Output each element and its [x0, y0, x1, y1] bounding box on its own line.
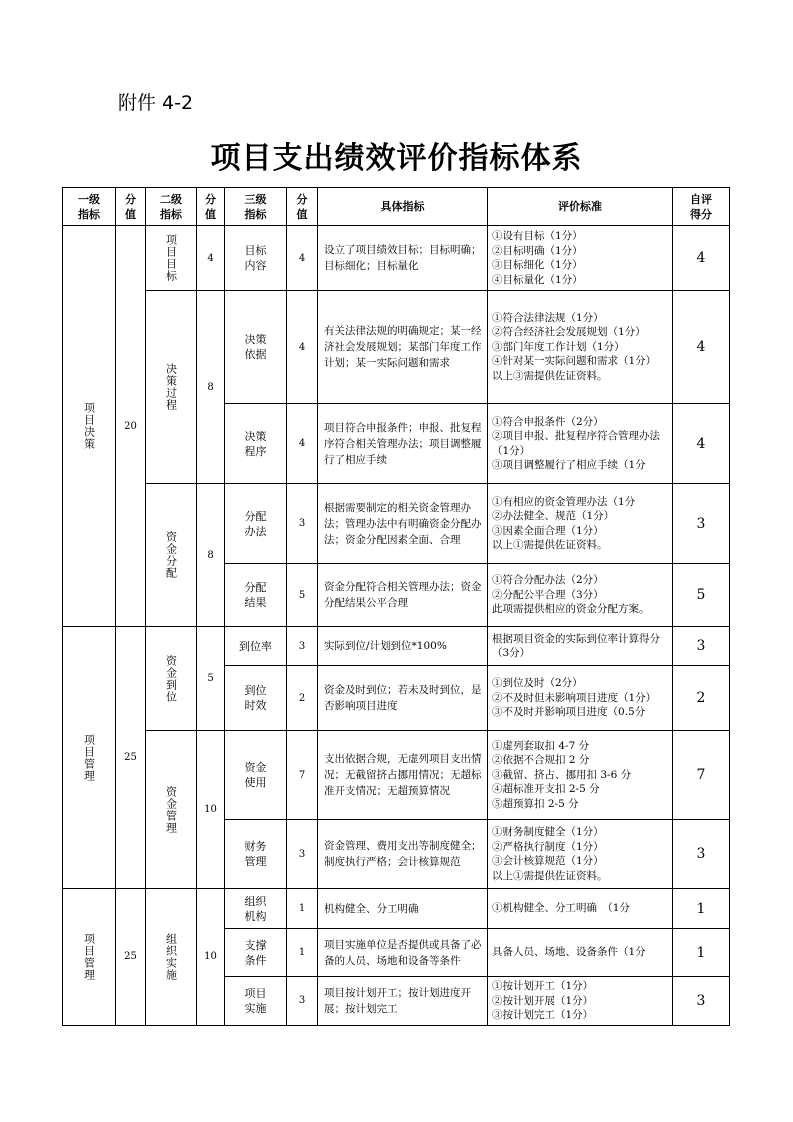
table-row [63, 889, 730, 929]
l1-cell: 项目管理 [63, 889, 116, 1026]
l3-cell: 项目 实施 [225, 977, 287, 1026]
l3-score-cell: 1 [287, 889, 318, 929]
standard-cell: 具备人员、场地、设备条件（1分 [488, 929, 673, 977]
standard-cell: 根据项目资金的实际到位率计算得分（3分） [488, 627, 673, 666]
indicator-cell: 有关法律法规的明确规定；某一经济社会发展规划；某部门年度工作计划；某一实际问题和需求 [318, 291, 488, 404]
header-l2: 二级 指标 [146, 188, 197, 226]
l2-cell: 资金到位 [146, 627, 197, 731]
table-row [63, 226, 730, 291]
table-row [63, 484, 730, 564]
standard-cell: ①设有目标（1分） ②目标明确（1分） ③目标细化（1分） ④目标量化（1分） [488, 226, 673, 291]
header-l3-score: 分 值 [287, 188, 318, 226]
annex-label: 附件 4-2 [118, 92, 194, 114]
l2-score-cell: 8 [197, 484, 225, 627]
l2-score-cell: 10 [197, 731, 225, 889]
l3-score-cell: 3 [287, 484, 318, 564]
l3-cell: 分配 结果 [225, 564, 287, 627]
l3-cell: 分配 办法 [225, 484, 287, 564]
standard-cell: ①机构健全、分工明确 （1分 [488, 889, 673, 929]
l2-cell: 项目目标 [146, 226, 197, 291]
indicator-cell: 支出依据合规，无虚列项目支出情况；无截留挤占挪用情况；无超标准开支情况；无超预算情况 [318, 731, 488, 820]
l3-score-cell: 7 [287, 731, 318, 820]
standard-cell: ①财务制度健全（1分） ②严格执行制度（1分） ③会计核算规范（1分） 以上①需提供佐证资料。 [488, 820, 673, 889]
header-indicator: 具体指标 [318, 188, 488, 226]
l2-cell: 组织实施 [146, 889, 197, 1026]
l3-score-cell: 1 [287, 929, 318, 977]
standard-cell: ①有相应的资金管理办法（1分 ②办法健全、规范（1分） ③因素全面合理（1分） 以上①需提供佐证资料。 [488, 484, 673, 564]
header-self-score: 自评 得分 [673, 188, 730, 226]
l3-score-cell: 3 [287, 820, 318, 889]
l2-cell: 决策过程 [146, 291, 197, 484]
self-score-cell: 4 [673, 226, 730, 291]
table-row [63, 731, 730, 820]
indicator-cell: 项目按计划开工；按计划进度开展；按计划完工 [318, 977, 488, 1026]
l3-cell: 资金 使用 [225, 731, 287, 820]
l3-score-cell: 3 [287, 627, 318, 666]
l2-score-cell: 5 [197, 627, 225, 731]
l3-score-cell: 4 [287, 291, 318, 404]
l1-score-cell: 20 [116, 226, 146, 627]
self-score-cell: 5 [673, 564, 730, 627]
self-score-cell: 3 [673, 484, 730, 564]
l2-score-cell: 8 [197, 291, 225, 484]
standard-cell: ①虚列套取扣 4-7 分 ②依据不合规扣 2 分 ③截留、挤占、挪用扣 3-6 分 ④超标准开支扣 2-5 分 ⑤超预算扣 2-5 分 [488, 731, 673, 820]
self-score-cell: 4 [673, 404, 730, 484]
self-score-cell: 4 [673, 291, 730, 404]
self-score-cell: 1 [673, 889, 730, 929]
indicator-cell: 资金管理、费用支出等制度健全；制度执行严格；会计核算规范 [318, 820, 488, 889]
table-row [63, 627, 730, 666]
l2-score-cell: 10 [197, 889, 225, 1026]
l3-score-cell: 5 [287, 564, 318, 627]
header-l3: 三级 指标 [225, 188, 287, 226]
l2-cell: 资金管理 [146, 731, 197, 889]
standard-cell: ①符合分配办法（2分） ②分配公平合理（3分） 此项需提供相应的资金分配方案。 [488, 564, 673, 627]
l3-cell: 决策 程序 [225, 404, 287, 484]
header-l1: 一级 指标 [63, 188, 116, 226]
evaluation-index-table [62, 187, 730, 1026]
indicator-cell: 项目符合申报条件；申报、批复程序符合相关管理办法；项目调整履行了相应手续 [318, 404, 488, 484]
l3-cell: 组织 机构 [225, 889, 287, 929]
l3-score-cell: 4 [287, 404, 318, 484]
l2-score-cell: 4 [197, 226, 225, 291]
l3-score-cell: 3 [287, 977, 318, 1026]
self-score-cell: 3 [673, 820, 730, 889]
indicator-cell: 实际到位/计划到位*100% [318, 627, 488, 666]
self-score-cell: 3 [673, 627, 730, 666]
header-l2-score: 分 值 [197, 188, 225, 226]
header-standard: 评价标准 [488, 188, 673, 226]
l1-cell: 项目决策 [63, 226, 116, 627]
self-score-cell: 1 [673, 929, 730, 977]
indicator-cell: 设立了项目绩效目标；目标明确；目标细化；目标量化 [318, 226, 488, 291]
table-row [63, 291, 730, 404]
l3-cell: 到位率 [225, 627, 287, 666]
l3-cell: 目标 内容 [225, 226, 287, 291]
l3-cell: 支撑 条件 [225, 929, 287, 977]
standard-cell: ①按计划开工（1分） ②按计划开展（1分） ③按计划完工（1分） [488, 977, 673, 1026]
standard-cell: ①到位及时（2分） ②不及时但未影响项目进度（1分） ③不及时并影响项目进度（0.5分 [488, 666, 673, 731]
l3-score-cell: 2 [287, 666, 318, 731]
self-score-cell: 3 [673, 977, 730, 1026]
l3-cell: 财务 管理 [225, 820, 287, 889]
page-title: 项目支出绩效评价指标体系 [210, 141, 583, 176]
l3-cell: 到位 时效 [225, 666, 287, 731]
l3-cell: 决策 依据 [225, 291, 287, 404]
standard-cell: ①符合法律法规（1分） ②符合经济社会发展规划（1分） ③部门年度工作计划（1分） ④针对某一实际问题和需求（1分） 以上③需提供佐证资料。 [488, 291, 673, 404]
indicator-cell: 资金及时到位；若未及时到位，是否影响项目进度 [318, 666, 488, 731]
self-score-cell: 7 [673, 731, 730, 820]
l1-score-cell: 25 [116, 889, 146, 1026]
indicator-cell: 资金分配符合相关管理办法；资金分配结果公平合理 [318, 564, 488, 627]
l1-cell: 项目管理 [63, 627, 116, 889]
self-score-cell: 2 [673, 666, 730, 731]
l1-score-cell: 25 [116, 627, 146, 889]
indicator-cell: 根据需要制定的相关资金管理办法；管理办法中有明确资金分配办法；资金分配因素全面、合理 [318, 484, 488, 564]
table-header-row [63, 188, 730, 226]
header-l1-score: 分 值 [116, 188, 146, 226]
indicator-cell: 机构健全、分工明确 [318, 889, 488, 929]
l3-score-cell: 4 [287, 226, 318, 291]
l2-cell: 资金分配 [146, 484, 197, 627]
standard-cell: ①符合申报条件（2分） ②项目申报、批复程序符合管理办法（1分） ③项目调整履行了相应手续（1分 [488, 404, 673, 484]
indicator-cell: 项目实施单位是否提供或具备了必备的人员、场地和设备等条件 [318, 929, 488, 977]
